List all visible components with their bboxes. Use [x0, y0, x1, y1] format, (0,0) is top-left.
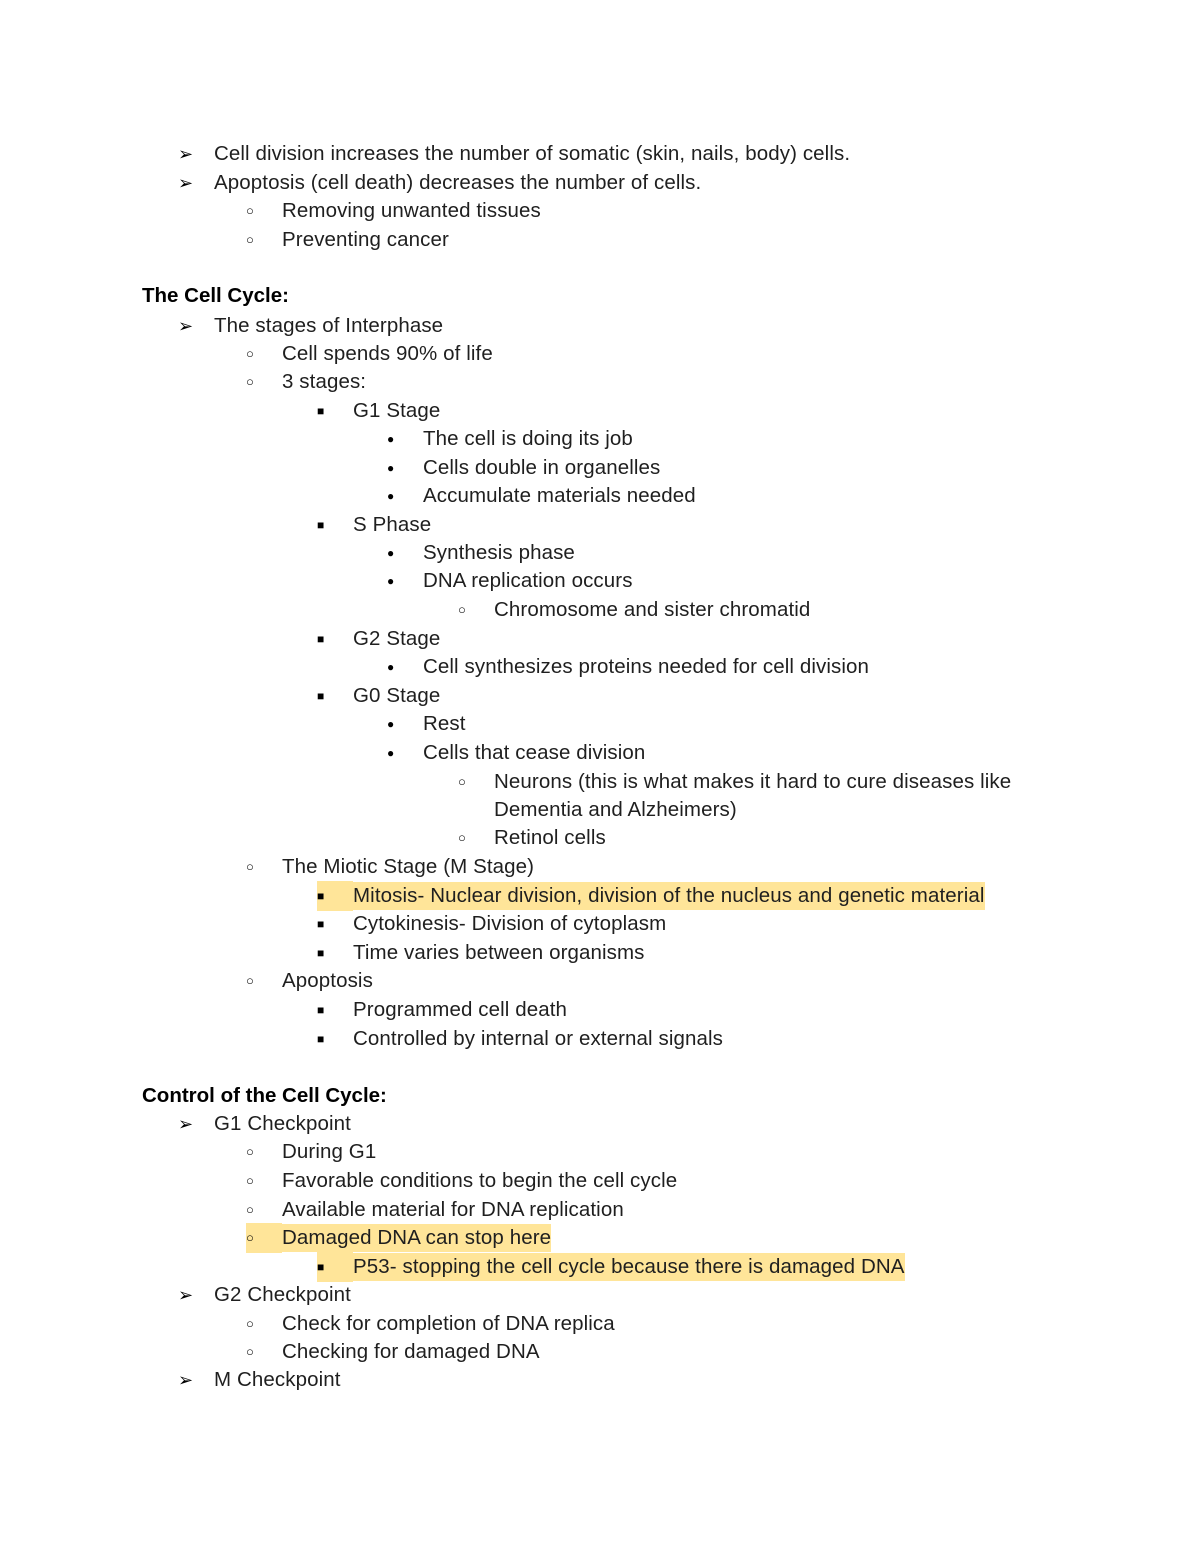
list-item-text: Cells double in organelles: [423, 456, 661, 479]
list-item-text: The stages of Interphase: [214, 314, 444, 337]
list-item: [178, 1281, 351, 1309]
list-item: [387, 425, 633, 453]
list-item-text: The Miotic Stage (M Stage): [282, 855, 535, 878]
list-item-text: G1 Stage: [353, 399, 441, 422]
dot-bullet-icon: [387, 652, 423, 682]
square-bullet-icon: [317, 1024, 353, 1054]
list-item-text: Cell division increases the number of somatic (skin, nails, body) cells.: [214, 142, 851, 165]
square-bullet-icon: [317, 995, 353, 1025]
section-heading-cell-cycle: The Cell Cycle:: [142, 284, 289, 307]
list-item: [246, 853, 534, 881]
list-item-text: G2 Checkpoint: [214, 1283, 351, 1306]
list-item: [246, 340, 493, 368]
list-item-text: DNA replication occurs: [423, 569, 633, 592]
square-bullet-icon: [317, 1252, 353, 1282]
list-item-text: Accumulate materials needed: [423, 484, 696, 507]
list-item: [178, 312, 443, 340]
list-item-text: Checking for damaged DNA: [282, 1340, 540, 1363]
list-item-text: Favorable conditions to begin the cell cycle: [282, 1169, 678, 1192]
list-item: [387, 710, 466, 738]
dot-bullet-icon: [387, 453, 423, 483]
arrow-bullet-icon: [178, 1110, 214, 1138]
circle-bullet-icon: [246, 852, 282, 882]
list-item: [387, 454, 660, 482]
circle-bullet-icon: [246, 339, 282, 369]
square-bullet-icon: [317, 681, 353, 711]
list-item: [317, 397, 440, 425]
list-item-text: Cell synthesizes proteins needed for cell division: [423, 655, 869, 678]
circle-bullet-icon: [246, 1223, 282, 1253]
dot-bullet-icon: [387, 738, 423, 768]
list-item-text: G1 Checkpoint: [214, 1112, 351, 1135]
arrow-bullet-icon: [178, 1366, 214, 1394]
list-item-text: Dementia and Alzheimers): [494, 798, 737, 821]
list-item: [387, 539, 575, 567]
list-item-text: Cells that cease division: [423, 741, 646, 764]
square-bullet-icon: [317, 624, 353, 654]
section-heading-control: Control of the Cell Cycle:: [142, 1084, 387, 1107]
list-item: [178, 140, 850, 168]
list-item-text: P53- stopping the cell cycle because there is damaged DNA: [353, 1253, 905, 1281]
circle-bullet-icon: [246, 1337, 282, 1367]
dot-bullet-icon: [387, 481, 423, 511]
list-item-text: S Phase: [353, 513, 432, 536]
list-item-text: G2 Stage: [353, 627, 441, 650]
list-item: [458, 596, 810, 624]
list-item: [317, 682, 440, 710]
square-bullet-icon: [317, 938, 353, 968]
list-item: [246, 1310, 615, 1338]
list-item-text: Controlled by internal or external signals: [353, 1027, 723, 1050]
list-item: [246, 197, 541, 225]
list-item: [246, 1167, 677, 1195]
dot-bullet-icon: [387, 538, 423, 568]
dot-bullet-icon: [387, 424, 423, 454]
list-item: [387, 653, 869, 681]
list-item-text: The cell is doing its job: [423, 427, 633, 450]
list-item-text: Damaged DNA can stop here: [282, 1224, 551, 1252]
list-item: [458, 824, 606, 852]
list-item: [317, 1025, 723, 1053]
circle-bullet-icon: [458, 595, 494, 625]
list-item-text: 3 stages:: [282, 370, 367, 393]
dot-bullet-icon: [387, 709, 423, 739]
arrow-bullet-icon: [178, 169, 214, 197]
list-item: [458, 768, 1011, 796]
list-item: [246, 226, 449, 254]
list-item-continuation: [494, 796, 737, 824]
list-item: [246, 1138, 376, 1166]
list-item: [387, 739, 645, 767]
arrow-bullet-icon: [178, 312, 214, 340]
list-item-text: Programmed cell death: [353, 998, 568, 1021]
list-item-text: G0 Stage: [353, 684, 441, 707]
list-item-text: Apoptosis: [282, 969, 373, 992]
arrow-bullet-icon: [178, 140, 214, 168]
list-item-text: During G1: [282, 1140, 377, 1163]
square-bullet-icon: [317, 881, 353, 911]
list-item: [387, 567, 633, 595]
circle-bullet-icon: [246, 1166, 282, 1196]
list-item: [178, 1366, 341, 1394]
square-bullet-icon: [317, 396, 353, 426]
list-item-text: Chromosome and sister chromatid: [494, 598, 811, 621]
circle-bullet-icon: [246, 1195, 282, 1225]
circle-bullet-icon: [458, 767, 494, 797]
circle-bullet-icon: [246, 196, 282, 226]
circle-bullet-icon: [246, 1137, 282, 1167]
list-item: [317, 996, 567, 1024]
circle-bullet-icon: [246, 367, 282, 397]
arrow-bullet-icon: [178, 1281, 214, 1309]
list-item: [387, 482, 696, 510]
list-item: [246, 1338, 540, 1366]
list-item-text: Neurons (this is what makes it hard to cure diseases like: [494, 770, 1012, 793]
dot-bullet-icon: [387, 566, 423, 596]
list-item-text: Cytokinesis- Division of cytoplasm: [353, 912, 667, 935]
list-item-text: M Checkpoint: [214, 1368, 341, 1391]
list-item-text: Removing unwanted tissues: [282, 199, 541, 222]
list-item-text: Available material for DNA replication: [282, 1198, 624, 1221]
list-item: [178, 169, 701, 197]
circle-bullet-icon: [458, 823, 494, 853]
list-item: [317, 511, 431, 539]
list-item: [246, 368, 366, 396]
list-item: [178, 1110, 351, 1138]
list-item-text: Check for completion of DNA replica: [282, 1312, 615, 1335]
list-item-text: Mitosis- Nuclear division, division of the nucleus and genetic material: [353, 882, 985, 910]
highlighted-list-item: [317, 882, 985, 910]
square-bullet-icon: [317, 909, 353, 939]
circle-bullet-icon: [246, 966, 282, 996]
list-item-text: Synthesis phase: [423, 541, 575, 564]
list-item-text: Retinol cells: [494, 826, 606, 849]
list-item-text: Apoptosis (cell death) decreases the number of cells.: [214, 171, 702, 194]
circle-bullet-icon: [246, 1309, 282, 1339]
list-item-text: Preventing cancer: [282, 228, 449, 251]
highlighted-list-item: [246, 1224, 551, 1252]
circle-bullet-icon: [246, 225, 282, 255]
list-item-text: Rest: [423, 712, 466, 735]
list-item: [246, 967, 373, 995]
list-item-text: Time varies between organisms: [353, 941, 645, 964]
highlighted-list-item: [317, 1253, 905, 1281]
list-item: [246, 1196, 624, 1224]
list-item-text: Cell spends 90% of life: [282, 342, 493, 365]
square-bullet-icon: [317, 510, 353, 540]
list-item: [317, 625, 440, 653]
list-item: [317, 939, 645, 967]
list-item: [317, 910, 666, 938]
